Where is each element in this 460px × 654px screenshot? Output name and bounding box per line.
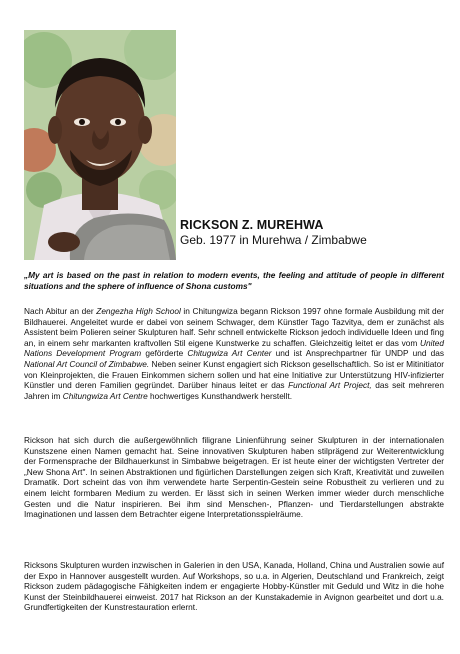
bio-paragraph — [24, 435, 444, 520]
text-segment: in Chitungwiza begann Rickson 1997 ohne formale Ausbildung mit der Bildhauerei. Angeleitet wurde er dabei von seinem Schwager, dem Künstler Tago Tazvitya, dem er zunächst als Assistent beim Polieren seiner Skulpturen half. Sehr schnell entwickelte Rickson jedoch individuelle Ideen und fing an, in einem sehr markanten kraftvollen Stil eigene Kunstwerke zu schaffen. Gleichzeitig leitet er das vom — [24, 306, 444, 348]
text-segment: hochwertiges Kunsthandwerk herstellt. — [147, 390, 293, 401]
italic-term: Chitungwiza Art Centre — [62, 390, 148, 401]
italic-term: National Art Council of Zimbabwe. — [24, 358, 150, 369]
portrait-photo — [24, 30, 176, 260]
italic-term: United Nations Development Program — [24, 337, 444, 359]
italic-term: Chitugwiza Art Center — [187, 348, 272, 359]
bio-paragraph — [24, 560, 444, 613]
text-segment: Nach Abitur an der — [24, 306, 97, 316]
text-segment: und ist Ansprechpartner für UNDP und das — [271, 348, 445, 359]
text-segment: Rickson hat sich durch die außergewöhnlich filigrane Linienführung seiner Skulpturen in der internationalen Kunstszene einen Namen gemacht hat. Seine innovativen Skulpturen haben stilprägend zur Weiterentwicklung der Formensprache der Bildhauerkunst in Simbabwe beigetragen. Er ist heute einer der wichtigsten Vertreter der „New Shona Art". In seinen Abstraktionen und figürlichen Darstellungen zeigen sich Kraft, Kreativität und zuweilen Dramatik. Dort scheint das von ihm verwendete harte Serpentin-Gestein seine Robustheit zu verlieren und zu einem leicht formbaren Medium zu werden. Er lässt sich in seinen Werken immer wieder durch menschliche Gesten und die Natur inspirieren. Bei ihm sind Menschen-, Pflanzen- und Tierdarstellungen abstrakte Imaginationen und lassen dem Betrachter eigene Interpretationsspielräume. — [24, 435, 444, 520]
artist-name: RICKSON Z. MUREHWA — [180, 218, 324, 232]
artist-header — [180, 218, 440, 248]
text-segment: Ricksons Skulpturen wurden inzwischen in Galerien in den USA, Kanada, Holland, China und Australien sowie auf der Expo in Hannover ausgestellt wurden. Auf Workshops, so u.a. in Algerien, Deutschland und Frankreich, zeigt Rickson zudem pädagogische Fähigkeiten indem er engagierte Hobby-Künstler mit Geduld und Witz in die hohe Kunst der Steinbildhauerei einweist. 2017 hat Rickson an der Kunstakademie in Avignon gearbeitet und dort u.a. Grundfertigkeiten der Kunstrestauration erlernt. — [24, 560, 444, 613]
artist-quote: „My art is based on the past in relation to modern events, the feeling and attitude of people in different situations and the sphere of influence of Shona customs" — [24, 270, 444, 291]
text-segment: geförderte — [141, 348, 188, 359]
text-segment: das seit mehreren Jahren im — [24, 380, 444, 401]
text-segment: Neben seiner Kunst engagiert sich Rickson gesellschaftlich. So ist er Mitinitiator von Kleinprojekten, die Frauen Einkommen sichern sollen und hat eine Initiative zur Unterstützung HIV-infizierter Künstler und deren Familien gegründet. Darüber hinaus leitet er das — [24, 358, 444, 391]
italic-term: Zengezha High School — [96, 306, 181, 316]
italic-term: Functional Art Project, — [288, 380, 372, 391]
artist-birth: Geb. 1977 in Murehwa / Zimbabwe — [180, 233, 367, 247]
bio-paragraph — [24, 306, 444, 401]
